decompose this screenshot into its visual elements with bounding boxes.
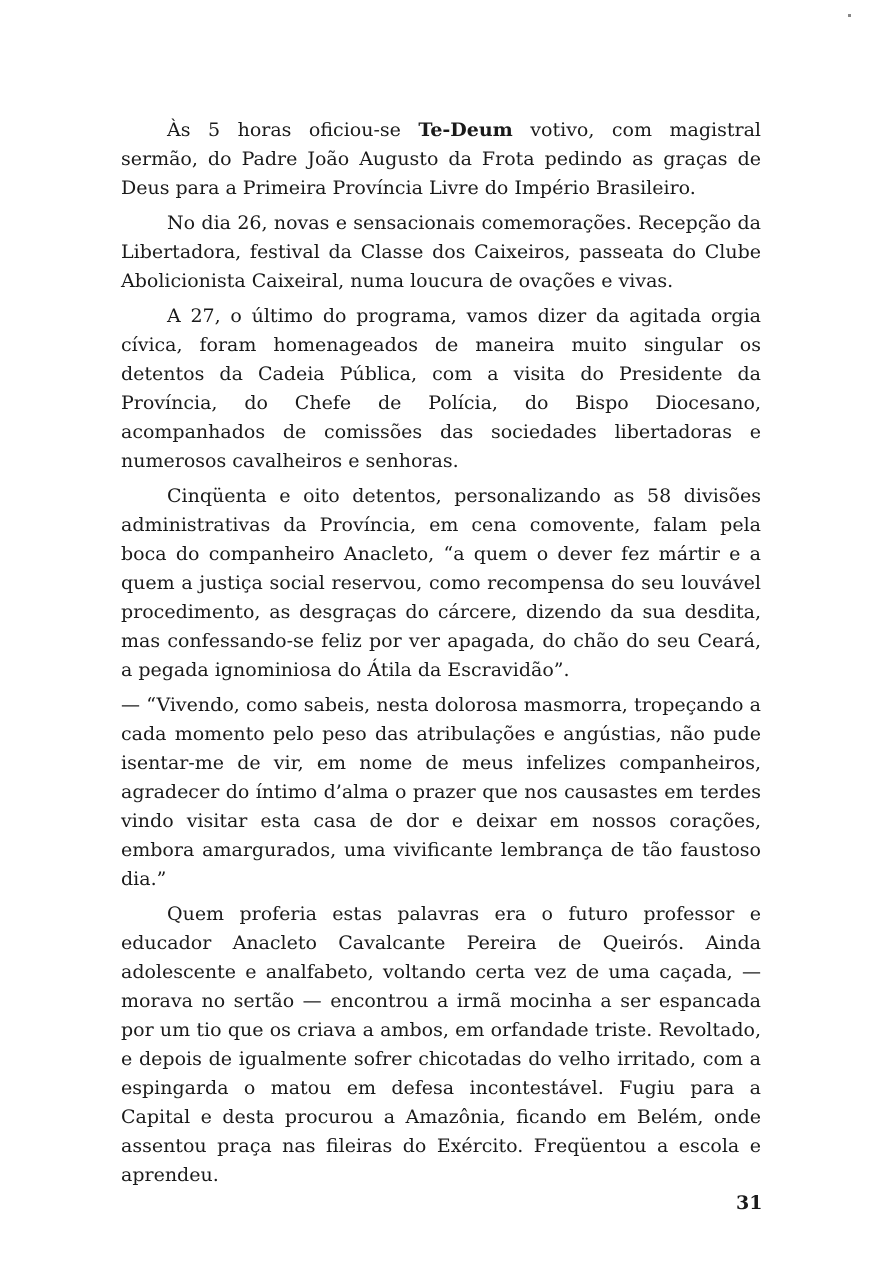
paragraph-4: Cinqüenta e oito detentos, personalizando as 58 divisões administrativas da Província, em cena comovente, falam pela boca do companheiro Anacleto, “a quem o dever fez mártir e a quem a justiça social reservou, como recompensa do seu louvável procedimento, as desgraças do cárcere, dizendo da sua desdita, mas confessando-se feliz por ver apagada, do chão do seu Ceará, a pegada ignominiosa do Átila da Escravidão”.	[121, 485, 761, 681]
paragraph-6: Quem proferia estas palavras era o futuro professor e educador Anacleto Cavalcante Pereira de Queirós. Ainda adolescente e analfabeto, voltando certa vez de uma caçada, — morava no sertão — encontrou a irmã mocinha a ser espancada por um tio que os criava a ambos, em orfandade triste. Revoltado, e depois de igualmente sofrer chicotadas do velho irritado, com a espingarda o matou em defesa incontestável. Fugiu para a Capital e desta procurou a Amazônia, ficando em Belém, onde assentou praça nas fileiras do Exército. Freqüentou a escola e aprendeu.	[121, 903, 761, 1186]
paragraph-1-lead: Às 5 horas oficiou-se	[167, 119, 419, 141]
page-number: 31	[736, 1192, 763, 1214]
paragraph-1	[121, 116, 761, 203]
paragraph-1-rest: votivo, com magistral sermão, do Padre João Augusto da Frota pedindo as graças de Deus para a Primeira Província Livre do Império Brasileiro.	[121, 119, 761, 199]
paragraph-3: A 27, o último do programa, vamos dizer da agitada orgia cívica, foram homenageados de maneira muito singular os detentos da Cadeia Pública, com a visita do Presidente da Província, do Chefe de Polícia, do Bispo Diocesano, acompanhados de comissões das sociedades libertadoras e numerosos cavalheiros e senhoras.	[121, 305, 761, 472]
body-text	[121, 116, 761, 1196]
scan-mark	[848, 14, 851, 17]
paragraph-5-quote: — “Vivendo, como sabeis, nesta dolorosa masmorra, tropeçando a cada momento pelo peso das atribulações e angústias, não pude isentar-me de vir, em nome de meus infelizes companheiros, agradecer do íntimo d’alma o prazer que nos causastes em terdes vindo visitar esta casa de dor e deixar em nossos corações, embora amargurados, uma vivificante lembrança de tão faustoso dia.”	[121, 694, 761, 890]
paragraph-2: No dia 26, novas e sensacionais comemorações. Recepção da Libertadora, festival da Classe dos Caixeiros, passeata do Clube Abolicionista Caixeiral, numa loucura de ovações e vivas.	[121, 212, 761, 292]
te-deum-term: Te-Deum	[418, 119, 513, 141]
